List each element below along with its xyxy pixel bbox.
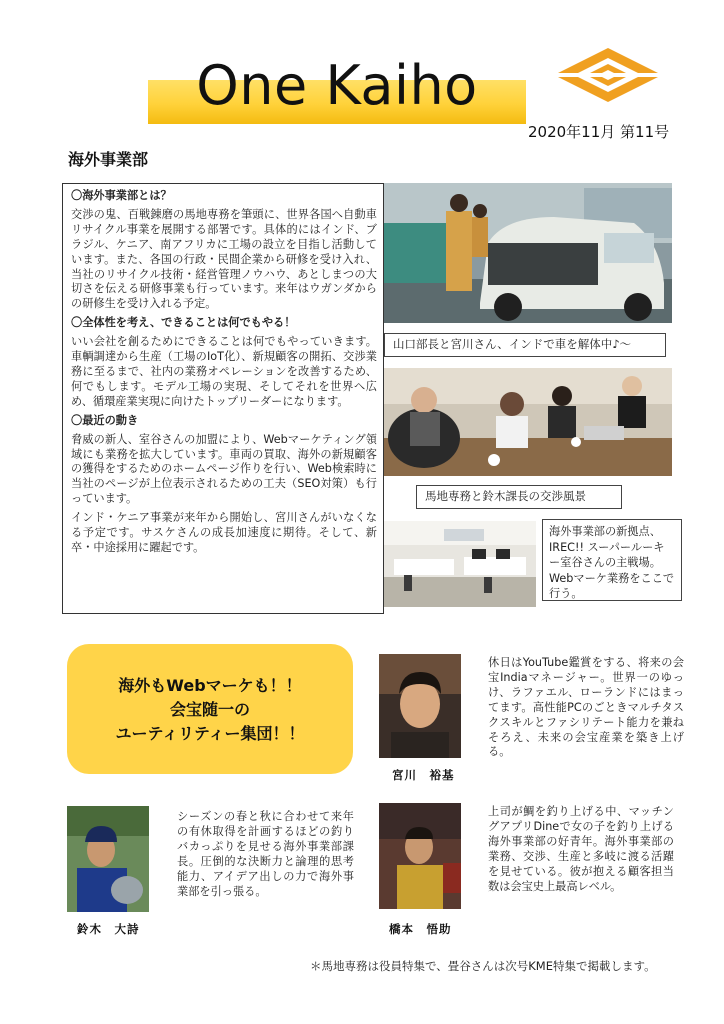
article-paragraph-recent: 脅威の新人、室谷さんの加盟により、Webマーケティング領域にも業務を拡大しています。車両の買取、海外の新規顧客の獲得をするためのホームページ作りを行い、Web検索時に当社のページが上位表示されるための工夫（SEO対策）も行っています。 (71, 432, 377, 506)
portrait-miyagawa (379, 654, 461, 758)
name-hashimoto: 橋本 悟助 (389, 922, 452, 936)
name-suzuki: 鈴木 大詩 (77, 922, 140, 936)
footnote: ＊馬地専務は役員特集で、畳谷さんは次号KME特集で掲載します。 (310, 959, 656, 973)
profile-text-suzuki: シーズンの春と秋に合わせて来年の有休取得を計画するほどの釣りバカっぷりを見せる海外事業部課長。圧倒的な決断力と論理的思考能力、アイデア出しの力で海外事業部を引っ張る。 (177, 810, 354, 898)
section-title: 海外事業部 (68, 150, 149, 169)
newsletter-title: One Kaiho (196, 54, 478, 117)
profile-text-miyagawa: 休日はYouTube鑑賞をする、将来の会宝Indiaマネージャー。世界一のゆっけ、ラファエル、ローランドにはまってます。高性能PCのごときマルチタスクスキルとファシリテート能力を兼ねそろえ、未来の会宝産業を築き上げる。 (488, 656, 684, 759)
photo-negotiation-meeting (384, 368, 672, 476)
photo-new-office (384, 521, 536, 607)
slogan-line-2: 会宝随一の (169, 700, 250, 719)
slogan-line-1: 海外もWebマーケも！！ (118, 676, 302, 695)
photo-caption-office: 海外事業部の新拠点、IREC!! スーパールーキー室谷さんの主戦場。Webマーケ業務をここで行う。 (542, 519, 682, 601)
issue-label: 2020年11月 第11号 (528, 123, 670, 141)
portrait-suzuki (67, 806, 149, 912)
photo-caption-car: 山口部長と宮川さん、インドで車を解体中♪～ (384, 333, 666, 357)
article-paragraph-future: インド・ケニア事業が来年から開始し、宮川さんがいなくなる予定です。サスケさんの成長加速度に期待。そして、新卒・中途採用に躍起です。 (71, 511, 377, 554)
article-paragraph-about: 交渉の鬼、百戦錬磨の馬地専務を筆頭に、世界各国へ自動車リサイクル事業を展開する部署です。具体的にはインド、ブラジル、ケニア、南アフリカに工場の設立を目指し活動しています。また、各国の行政・民間企業から研修を受け入れ、当社のリサイクル技術・経営管理ノウハウ、あとしまつの大切さを伝える研修事業も行っています。来年はウガンダからの研修生を受け入れる予定。 (71, 207, 377, 311)
kaiho-diamond-logo-icon (552, 46, 664, 104)
article-heading-about: 〇海外事業部とは？ (71, 189, 172, 202)
article-paragraph-policy: いい会社を創るためにできることは何でもやっていきます。車輌調達から生産（工場のIoT化）、新規顧客の開拓、交渉業務に至るまで、社内の業務オペレーションを改善するため、何でもします。モデル工場の実現、そしてそれを世界へ広め、循環産業実現に向けたトップリーダーになります。 (71, 335, 377, 408)
photo-car-dismantling (384, 183, 672, 323)
profile-text-hashimoto: 上司が鯛を釣り上げる中、マッチングアプリDineで女の子を釣り上げる海外事業部の好青年。海外事業部の業務、交渉、生産と多岐に渡る活躍を見せている。彼が抱える顧客担当数は会宝史上最高レベル。 (488, 805, 674, 893)
article-heading-recent: 〇最近の動き (71, 413, 139, 427)
article-textbox (62, 183, 384, 614)
slogan-box (67, 644, 353, 774)
slogan-line-3: ユーティリティー集団！！ (115, 724, 305, 743)
portrait-hashimoto (379, 803, 461, 909)
photo-caption-negotiation: 馬地専務と鈴木課長の交渉風景 (416, 485, 622, 509)
name-miyagawa: 宮川 裕基 (392, 768, 455, 782)
article-heading-policy: 〇全体性を考え、できることは何でもやる！ (71, 316, 296, 330)
